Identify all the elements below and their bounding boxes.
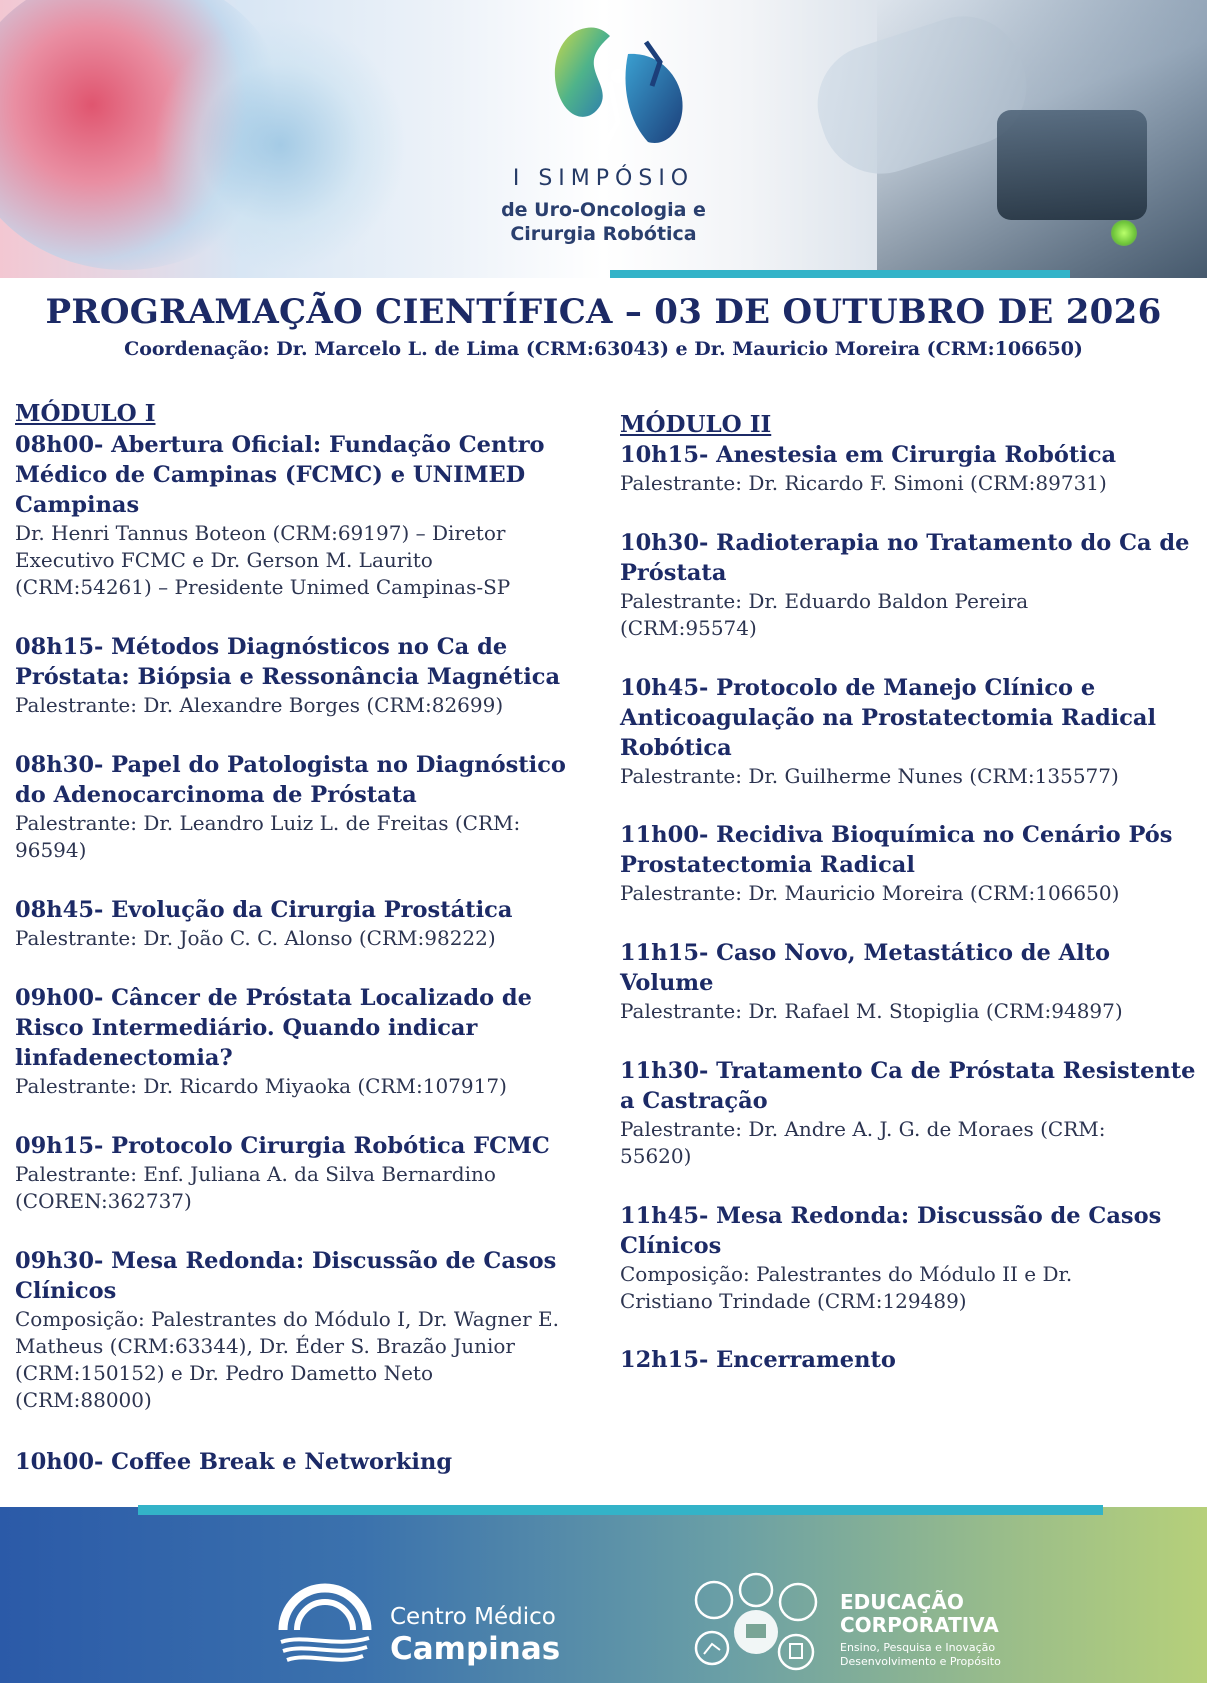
- item-title-line: do Adenocarcinoma de Próstata: [15, 782, 417, 808]
- item-speaker-line: Palestrante: Dr. Ricardo Miyaoka (CRM:107917): [15, 1074, 507, 1098]
- program-item: [15, 895, 615, 952]
- item-title: [15, 430, 615, 520]
- item-speaker: [620, 998, 1207, 1025]
- item-title-line: 11h30- Tratamento Ca de Próstata Resistente: [620, 1058, 1196, 1084]
- item-title-line: 10h15- Anestesia em Cirurgia Robótica: [620, 442, 1117, 468]
- item-speaker: [620, 1116, 1207, 1170]
- item-title-line: 10h45- Protocolo de Manejo Clínico e: [620, 675, 1096, 701]
- program-item: [15, 1246, 615, 1414]
- item-title-line: 09h30- Mesa Redonda: Discussão de Casos: [15, 1248, 557, 1274]
- item-title-line: Robótica: [620, 735, 732, 761]
- item-speaker: [15, 810, 615, 864]
- item-title: [620, 528, 1207, 588]
- item-speaker-line: Palestrante: Dr. Rafael M. Stopiglia (CRM:94897): [620, 999, 1123, 1023]
- item-speaker: [620, 1261, 1207, 1315]
- item-speaker-line: Palestrante: Dr. Guilherme Nunes (CRM:135577): [620, 764, 1119, 788]
- item-speaker-line: Cristiano Trindade (CRM:129489): [620, 1289, 967, 1313]
- item-title: [15, 750, 615, 810]
- item-speaker-line: Palestrante: Dr. Andre A. J. G. de Moraes (CRM:: [620, 1117, 1106, 1141]
- footer-band: [0, 1507, 1207, 1683]
- item-speaker-line: Palestrante: Dr. Mauricio Moreira (CRM:106650): [620, 881, 1120, 905]
- item-speaker-line: 96594): [15, 838, 87, 862]
- program-item: [620, 1345, 1207, 1375]
- item-title: [15, 895, 615, 925]
- program-item: [620, 440, 1207, 497]
- item-title: [15, 632, 615, 692]
- item-title-line: Risco Intermediário. Quando indicar: [15, 1015, 478, 1041]
- item-title: [620, 673, 1207, 763]
- item-speaker-line: (CRM:95574): [620, 616, 757, 640]
- item-speaker: [15, 925, 615, 952]
- accent-bar-bottom: [138, 1505, 1103, 1515]
- program-item: [15, 430, 615, 601]
- item-title-line: Volume: [620, 970, 714, 996]
- educacao-corporativa-logo-icon: [692, 1570, 822, 1675]
- item-title-line: Clínicos: [15, 1278, 117, 1304]
- cmc-name-line1: Centro Médico: [390, 1604, 556, 1630]
- item-speaker-line: Executivo FCMC e Dr. Gerson M. Laurito: [15, 548, 433, 572]
- item-speaker: [15, 1073, 615, 1100]
- program-item: [15, 983, 615, 1100]
- program-item: [620, 1201, 1207, 1315]
- item-title-line: Médico de Campinas (FCMC) e UNIMED: [15, 462, 526, 488]
- item-title-line: Próstata: Biópsia e Ressonância Magnética: [15, 664, 561, 690]
- item-title: [15, 1131, 615, 1161]
- item-speaker-line: Composição: Palestrantes do Módulo II e Dr.: [620, 1262, 1073, 1286]
- cmc-name-line2: Campinas: [390, 1631, 561, 1667]
- coordination-line: Coordenação: Dr. Marcelo L. de Lima (CRM:63043) e Dr. Mauricio Moreira (CRM:106650): [124, 338, 1083, 360]
- item-title-line: 10h00- Coffee Break e Networking: [15, 1449, 453, 1475]
- item-speaker-line: Palestrante: Dr. Ricardo F. Simoni (CRM:89731): [620, 471, 1107, 495]
- item-speaker: [15, 1306, 615, 1414]
- page-title: PROGRAMAÇÃO CIENTÍFICA – 03 DE OUTUBRO DE 2026: [45, 292, 1162, 332]
- program-item: [620, 1056, 1207, 1170]
- item-title-line: 10h30- Radioterapia no Tratamento do Ca de: [620, 530, 1190, 556]
- item-title-line: 09h00- Câncer de Próstata Localizado de: [15, 985, 532, 1011]
- item-title: [15, 983, 615, 1073]
- item-title-line: Prostatectomia Radical: [620, 852, 915, 878]
- item-title-line: 08h30- Papel do Patologista no Diagnóstico: [15, 752, 566, 778]
- item-title: [620, 820, 1207, 880]
- item-speaker-line: Palestrante: Dr. João C. C. Alonso (CRM:98222): [15, 926, 496, 950]
- item-title-line: 09h15- Protocolo Cirurgia Robótica FCMC: [15, 1133, 550, 1159]
- item-speaker-line: 55620): [620, 1144, 692, 1168]
- symposium-logo-icon: [548, 22, 688, 152]
- item-speaker: [620, 588, 1207, 642]
- item-title-line: Próstata: [620, 560, 727, 586]
- program-item: [15, 1447, 615, 1477]
- centro-medico-logo-icon: [275, 1578, 375, 1668]
- program-item: [15, 750, 615, 864]
- item-title: [15, 1246, 615, 1306]
- item-title-line: 11h15- Caso Novo, Metastático de Alto: [620, 940, 1111, 966]
- program-item: [15, 632, 615, 719]
- item-speaker-line: (COREN:362737): [15, 1189, 192, 1213]
- item-title-line: 11h45- Mesa Redonda: Discussão de Casos: [620, 1203, 1162, 1229]
- accent-bar-top: [610, 270, 1070, 278]
- item-title-line: Clínicos: [620, 1233, 722, 1259]
- item-title-line: a Castração: [620, 1088, 768, 1114]
- edu-title-line1: EDUCAÇÃO: [840, 1590, 964, 1614]
- item-speaker: [620, 763, 1207, 790]
- item-title-line: 11h00- Recidiva Bioquímica no Cenário Pós: [620, 822, 1173, 848]
- item-title: [15, 1447, 615, 1477]
- item-speaker: [15, 520, 615, 601]
- item-title-line: 12h15- Encerramento: [620, 1347, 896, 1373]
- item-title: [620, 1201, 1207, 1261]
- item-speaker: [620, 880, 1207, 907]
- item-speaker-line: Palestrante: Dr. Leandro Luiz L. de Freitas (CRM:: [15, 811, 521, 835]
- edu-tagline-line2: Desenvolvimento e Propósito: [840, 1655, 1001, 1668]
- item-title: [620, 938, 1207, 998]
- item-speaker-line: Composição: Palestrantes do Módulo I, Dr. Wagner E.: [15, 1307, 560, 1331]
- item-speaker-line: Palestrante: Dr. Eduardo Baldon Pereira: [620, 589, 1029, 613]
- item-title: [620, 1056, 1207, 1116]
- item-title-line: linfadenectomia?: [15, 1045, 233, 1071]
- program-item: [15, 1131, 615, 1215]
- header-banner: [0, 0, 1207, 278]
- program-item: [620, 938, 1207, 1025]
- item-speaker-line: Dr. Henri Tannus Boteon (CRM:69197) – Diretor: [15, 521, 506, 545]
- symposium-name-line2: Cirurgia Robótica: [510, 223, 697, 245]
- item-title-line: 08h45- Evolução da Cirurgia Prostática: [15, 897, 513, 923]
- symposium-edition: I SIMPÓSIO: [512, 166, 695, 191]
- program-item: [620, 820, 1207, 907]
- item-speaker-line: (CRM:150152) e Dr. Pedro Dametto Neto: [15, 1361, 433, 1385]
- item-title-line: Campinas: [15, 492, 140, 518]
- symposium-name-line1: de Uro-Oncologia e: [501, 199, 706, 221]
- item-speaker-line: Palestrante: Enf. Juliana A. da Silva Bernardino: [15, 1162, 496, 1186]
- module-2-heading: MÓDULO II: [620, 411, 772, 438]
- program-item: [620, 673, 1207, 790]
- item-speaker-line: Palestrante: Dr. Alexandre Borges (CRM:82699): [15, 693, 504, 717]
- item-title: [620, 440, 1207, 470]
- edu-tagline-line1: Ensino, Pesquisa e Inovação: [840, 1641, 996, 1654]
- module-1-heading: MÓDULO I: [15, 400, 156, 427]
- program-item: [620, 528, 1207, 642]
- item-title: [620, 1345, 1207, 1375]
- item-speaker: [15, 692, 615, 719]
- item-speaker-line: Matheus (CRM:63344), Dr. Éder S. Brazão Junior: [15, 1334, 515, 1358]
- item-title-line: 08h00- Abertura Oficial: Fundação Centro: [15, 432, 545, 458]
- item-speaker-line: (CRM:54261) – Presidente Unimed Campinas-SP: [15, 575, 511, 599]
- item-speaker-line: (CRM:88000): [15, 1388, 152, 1412]
- item-speaker: [620, 470, 1207, 497]
- item-title-line: 08h15- Métodos Diagnósticos no Ca de: [15, 634, 508, 660]
- edu-title-line2: CORPORATIVA: [840, 1613, 999, 1637]
- item-speaker: [15, 1161, 615, 1215]
- item-title-line: Anticoagulação na Prostatectomia Radical: [620, 705, 1157, 731]
